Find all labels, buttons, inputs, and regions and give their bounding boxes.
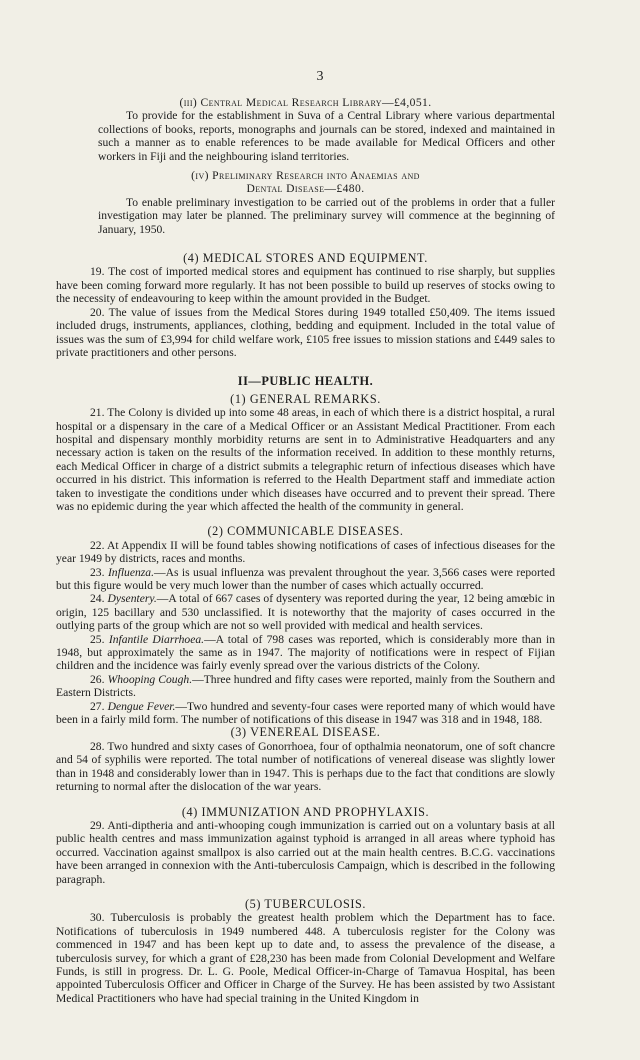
- heading-communicable-diseases: (2) COMMUNICABLE DISEASES.: [207, 524, 404, 539]
- heading-anaemias-line2: Dental Disease—£480.: [246, 182, 365, 196]
- para-25-text: —A total of 798 cases was reported, which is considerably more than in 1948, but approximately the same as in 1947. The majority of notifications were in respect of Fijian children and the incidence was fairly evenly spread over the various districts of the Colony.: [56, 632, 555, 673]
- para-27: [56, 700, 555, 727]
- para-20: 20. The value of issues from the Medical Stores during 1949 totalled £50,409. The items issued included drugs, instruments, appliances, clothing, bedding and equipment. Included in the total value of issues was the sum of £3,994 for child welfare work, £105 free issues to mission stations and £449 sales to private practitioners and other persons.: [56, 305, 555, 359]
- para-research-library-text: To provide for the establishment in Suva of a Central Library where various departmental collections of books, reports, monographs and journals can be stored, indexed and maintained in such a manner as to enable references to be made available for Medical Officers and other workers in Fiji and the neighbouring island territories.: [98, 109, 555, 163]
- para-28: 28. Two hundred and sixty cases of Gonorrhoea, four of opthalmia neonatorum, one of soft chancre and 54 of syphilis were reported. The total number of notifications of venereal disease was slightly lower than in 1948 and considerably lower than in 1947. This is perhaps due to the fact that conditions are slowly returning to normal after the dislocation of the war years.: [56, 739, 555, 794]
- para-25-title: Infantile Diarrhoea.: [108, 632, 205, 646]
- para-24: [56, 592, 555, 632]
- para-anaemias-text: To enable preliminary investigation to be carried out of the problems in order that a fuller investigation may later be planned. The preliminary survey will commence at the beginning of January, 1950.: [98, 195, 555, 236]
- para-25: [56, 633, 555, 673]
- heading-public-health: II—PUBLIC HEALTH.: [237, 374, 374, 389]
- para-25-num: 25.: [90, 632, 105, 646]
- heading-general-remarks: (1) GENERAL REMARKS.: [230, 391, 381, 406]
- heading-medical-stores: (4) MEDICAL STORES AND EQUIPMENT.: [183, 251, 428, 266]
- para-24-title: Dysentery.: [107, 592, 157, 606]
- para-26-num: 26.: [90, 672, 105, 686]
- para-24-text: —A total of 667 cases of dysentery was reported during the year, 12 being amœbic in origin, 125 bacillary and 530 unclassified. It is noteworthy that the majority of cases occurred in the outlying parts of the group which are not so well provided with medical and health services.: [56, 592, 555, 633]
- para-27-text: —Two hundred and seventy-four cases were reported many of which would have been in a fairly mild form. The number of notifications of this disease in 1947 was 318 and in 1948, 188.: [56, 699, 555, 727]
- para-anaemias: [98, 196, 555, 236]
- para-29: 29. Anti-diptheria and anti-whooping cough immunization is carried out on a voluntary basis at all public health centres and mass immunization against typhoid is arranged in all areas where typhoid has occurred. Vaccination against smallpox is also carried out at the main health centres. B.C.G. vaccinations have been arranged in connexion with the Anti-tuberculosis Campaign, which is described in the following paragraph.: [56, 818, 555, 886]
- para-19: 19. The cost of imported medical stores and equipment has continued to rise sharply, but supplies have been coming forward more regularly. It has not been possible to build up reserves of stocks owing to the necessity of endeavouring to keep within the amount provided in the Budget.: [56, 265, 555, 306]
- para-26: [56, 673, 555, 700]
- para-26-text: —Three hundred and fifty cases were reported, mainly from the Southern and Eastern Districts.: [56, 672, 555, 700]
- para-23-title: Influenza.: [107, 565, 154, 579]
- para-23: [56, 566, 555, 593]
- heading-venereal-disease: (3) VENEREAL DISEASE.: [230, 725, 381, 740]
- page-body: [56, 96, 555, 1005]
- page-number: 3: [316, 69, 324, 84]
- para-22: 22. At Appendix II will be found tables showing notifications of cases of infectious diseases for the year 1949 by districts, races and months.: [56, 538, 555, 566]
- heading-immunization: (4) IMMUNIZATION AND PROPHYLAXIS.: [181, 804, 430, 819]
- para-26-title: Whooping Cough.: [107, 672, 193, 686]
- para-24-num: 24.: [90, 592, 105, 606]
- para-27-num: 27.: [90, 699, 105, 713]
- para-21: 21. The Colony is divided up into some 48 areas, in each of which there is a district hospital, a rural hospital or a dispensary in the care of a Medical Officer or an Assistant Medical Practitioner. From each hospital and dispensary monthly morbidity returns are sent in to Administrative Headquarters and any necessary action is taken on the results of the information received. In addition to these monthly returns, each Medical Officer in charge of a district submits a telegraphic return of infectious diseases which have occurred in his district. This information is referred to the Health Department staff and immediate action taken to investigate the conditions under which diseases have occurred and to prevent their spread. There was no epidemic during the year which affected the health of the community in general.: [56, 406, 555, 513]
- para-27-title: Dengue Fever.: [107, 699, 176, 713]
- heading-research-library: (iii) Central Medical Research Library—£4,051.: [179, 96, 432, 109]
- para-23-num: 23.: [90, 565, 105, 579]
- para-30: 30. Tuberculosis is probably the greatest health problem which the Department has to face. Notifications of tuberculosis in 1949 numbered 448. A tuberculosis register for the Colony was commenced in 1947 and has been kept up to date and, to assess the prevalence of the disease, a tuberculosis survey, for which a grant of £28,230 has been made from Colonial Development and Welfare Funds, is still in progress. Dr. L. G. Poole, Medical Officer-in-Charge of Tamavua Hospital, has been appointed Tuberculosis Officer and Officer in Charge of the Survey. He has been assisted by two Assistant Medical Practitioners who have had special training in the United Kingdom in: [56, 911, 555, 1005]
- para-research-library: [98, 109, 555, 163]
- para-23-text: —As is usual influenza was prevalent throughout the year. 3,566 cases were reported but this figure would be very much lower than the number of cases which actually occurred.: [56, 565, 555, 592]
- heading-tuberculosis: (5) TUBERCULOSIS.: [244, 896, 367, 911]
- heading-anaemias-line1: (iv) Preliminary Research into Anaemias and: [191, 169, 420, 183]
